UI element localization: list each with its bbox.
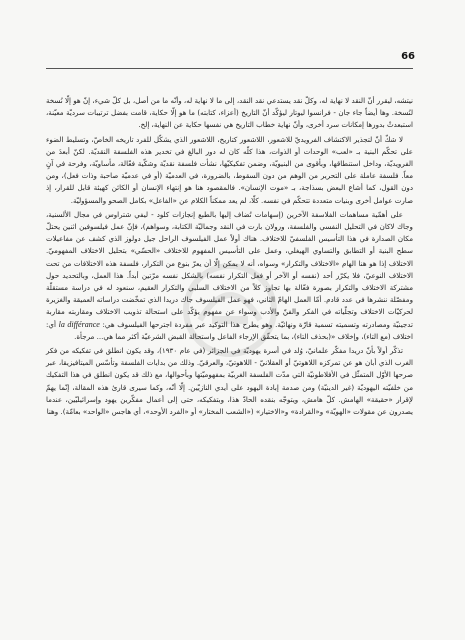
differance-gloss-label: أي: (46, 319, 56, 329)
article-body (46, 95, 413, 418)
paragraph-3-continued: اختلاف (مع التاء)، وإخلاف «(بحذف التاء)، بما يتحقّق الإرجاء الفاعل واستحالة القبض الشرعيّة أكثر مما هي... مرجأة. (74, 331, 413, 341)
paragraph-1: نيتشه، ليقرر أنّ النقد لا نهاية له، وكلّ نقد يستدعي نقد النقد، إلى ما لا نهاية له، وأنّه ما من أصل، بل كلّ شيء، إنّ هو إلّا نُسخة لنُسخة. وها أيضاً جاء جان - فرانسوا ليوتار ليؤكّد أنّ التاريخ (أعزاء، كتابته) ما هو إلّا حكاية، قامت بفضل ترتيبات سرديّة معيّنة، استبعدتْ بدورها إمكانات سرد أخرى، وأنّ نهاية خطاب التاريخ هي نفسها حكاية عن النهاية، إلخ. (46, 96, 413, 130)
page-number: 66 (401, 51, 415, 62)
paragraph-3-text: على أهمّية مساهمات الفلاسفة الآخرين (إسهامات تُضاف إليها بالطبع إنجازات كلود - ليفي شتراوس في مجال الألسنية، وجاك لاكان في التحليل النفسي والفلسفة، ورولان بارت في النقد وجماليّة الكتابة، وسواهم)، فإنّ عمل فيلسوفين اثنين يحتلّ مكان الصدارة في هذا التأسيس الفلسفيّ للاختلاف. هناك أولاً عمل الفيلسوف الراحل جيل دولوز الذي كشف عن مفاعيلات سطح البنية أو التطابق والتساوي الهيغلي، وعمل على التأسيس المفهوم للاختلاف «الحسّي» بتحليل الاختلاف المفهوميّ. الاختلاف إذا هو هنا الهام «الاختلاف والتكرار» وسواه، أنه لا يمكن إلّا أن يعرّ بنوع من التكرار، فلسفة هذه الاختلافات من تحت الاختلاف النوعيّ، فلا يكرّر أحد (نفسه أو الآخر أو فعل التكرار نفسه) بالشكل نفسه مرّتين أبداً. هذا العمل، وبالتحديد حول مشتركة الاختلاف والتكرار بصورة فعّالة بها تجاوز كلاً من الاختلاف السلبي والتكرار العقيم، سنعود له في دراسة مستقلّة ومفصّلة ننشرها في عدد قادم. أمّا العمل الهامّ الثاني، فهو عمل الفيلسوف جاك دريدا الذي تمخّضت دراساته العميقة والغزيرة لحركيّات الاختلاف وتجلّياته في الفكر والفنّ والأدب وسواء عن مفهوم يؤكّد على استحالة تذويب الاختلاف ومقاربته مقاربة تدجينيّة ومصادرته وتسميته تسمية قارّة ونهائيّة. وهو يطرح هذا التوكيد عبر مفردة اجترحها الفيلسوف هي: (46, 209, 413, 329)
paragraph-2: لا شكّ أنّ لتجذير الاكتشاف الفرويديّ للاشعور، اللاشعور كتاريخ، اللاشعور الذي يشكّل للفرد تاريخه الخاصّ، وتسليط الضوء على تحكّم البنية بـ «لعب» الوحدات أو الذوات، هذا كلّه كان له دور البالغ في تخدير هذه الفلسفة النقديّة. لكنّ أبعدَ من الفرويديّة، وداخل استنطاقها، وبأقوى من البنيويّة، وضمن تفكيكيّها، نشأت فلسفة نقديّة وشكّية فعّالة، مأساويّة، وفرحة في آنٍ معاً. فلسفة عاملة على التحرير من الوهم من دون السقوط، بالضرورة، في العدميّة (أو في عدميّة صاحبة وذات فعل)، ومن دون القول، كما أشاع البعض بسذاجة، بـ «موت الإنسان». فالمقصود هنا هو إنتهاء الإنسان أو الكائن كهيئة قابل للقرار، إذ صارت عوامل أخرى وبنيات متعددة تتحكّم في نفسه. كلّا، لم يعد ممكناً الكلام عن «الفاعل» بكامل الصحو والمسؤوليّة. (46, 134, 413, 205)
paragraph-4: تذكّر أولاً بأنّ دريدا مفكّر علمانيّ، وُلد في أسرة يهوديّة في الجزائر (في عام ١٩٣٠)، وقد يكون انطلق في تفكيكه من فكر الغرب الذي أبان هو عن تمركزه اللاهوتيّ أو العقلانيّ - اللاهوتيّ، والعرقيّ. وذلك من بدايات الفلسفة وتأسّس الميتافيزيقا، عبر صرحها الأوّل المتمثّل في الأفلاطونيّة التي مدّت الفلسفة الغربيّة بمفهوميّتها وبأحوالها، مع ذلك قد يكون انطلق في هذا التفكيك من خلفيّته اليهوديّة (غير الدينيّة) ومن صدمة إبادة اليهود على أيدي النازيّين. إلّا أنّه، وكما سيرى قارئ هذه المقالة، إنّما يهمّ لإقرار «حقيقة» الهامش. كلّ هامش، ويتوجّه بنقده الحادّ هذا، وبتفكيكه، حتى إلى أعمال مفكّرين يهود وإسرائيليّين، عندما يصدرون عن مقولات «الهويّة» و«القرادة» و«الاختيار» («الشعب المختار» أو «الفرد الأوحد»، أي هاجس «الواحد» بعامّة). وهنا (46, 346, 413, 417)
paragraph-3 (46, 209, 413, 343)
page-header (46, 51, 415, 69)
differance-term: la différance (58, 319, 100, 329)
